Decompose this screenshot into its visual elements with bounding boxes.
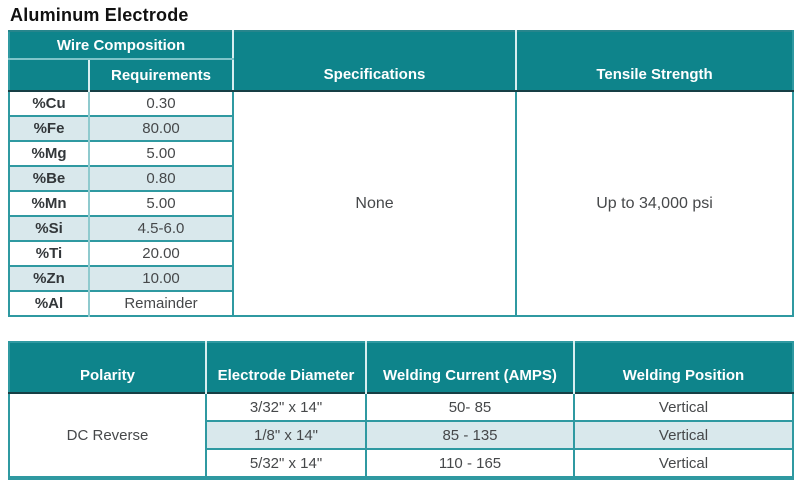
requirement-cell: 0.30: [89, 91, 233, 116]
welding-row: [9, 393, 793, 421]
element-cell: %Si: [9, 216, 89, 241]
position-cell: Vertical: [574, 421, 793, 449]
diameter-cell: 1/8" x 14": [206, 421, 366, 449]
requirement-cell: 20.00: [89, 241, 233, 266]
welding-current-header: Welding Current (AMPS): [366, 342, 574, 393]
diameter-cell: 3/32" x 14": [206, 393, 366, 421]
polarity-value: DC Reverse: [9, 393, 206, 478]
wire-composition-header: Wire Composition: [9, 31, 233, 59]
requirement-cell: 80.00: [89, 116, 233, 141]
position-cell: Vertical: [574, 449, 793, 478]
polarity-header: Polarity: [9, 342, 206, 393]
element-cell: %Mn: [9, 191, 89, 216]
requirement-cell: 5.00: [89, 191, 233, 216]
requirements-header: Requirements: [89, 59, 233, 91]
electrode-diameter-header: Electrode Diameter: [206, 342, 366, 393]
element-cell: %Ti: [9, 241, 89, 266]
page-title: Aluminum Electrode: [10, 5, 189, 25]
element-cell: %Mg: [9, 141, 89, 166]
position-cell: Vertical: [574, 393, 793, 421]
tensile-strength-value: Up to 34,000 psi: [516, 91, 793, 316]
element-cell: %Be: [9, 166, 89, 191]
element-cell: %Zn: [9, 266, 89, 291]
diameter-cell: 5/32" x 14": [206, 449, 366, 478]
element-cell: %Fe: [9, 116, 89, 141]
composition-row: [9, 91, 793, 116]
requirement-cell: 0.80: [89, 166, 233, 191]
current-cell: 110 - 165: [366, 449, 574, 478]
current-cell: 85 - 135: [366, 421, 574, 449]
composition-table: [8, 30, 794, 317]
tensile-strength-header: Tensile Strength: [516, 31, 793, 91]
requirement-cell: 4.5-6.0: [89, 216, 233, 241]
specifications-value: None: [233, 91, 516, 316]
requirement-cell: 5.00: [89, 141, 233, 166]
element-header-blank: [9, 59, 89, 91]
element-cell: %Cu: [9, 91, 89, 116]
requirement-cell: Remainder: [89, 291, 233, 316]
welding-table-header: [9, 342, 793, 393]
current-cell: 50- 85: [366, 393, 574, 421]
element-cell: %Al: [9, 291, 89, 316]
welding-parameters-table: [8, 341, 794, 480]
composition-table-header: [9, 31, 793, 91]
requirement-cell: 10.00: [89, 266, 233, 291]
welding-position-header: Welding Position: [574, 342, 793, 393]
specifications-header: Specifications: [233, 31, 516, 91]
